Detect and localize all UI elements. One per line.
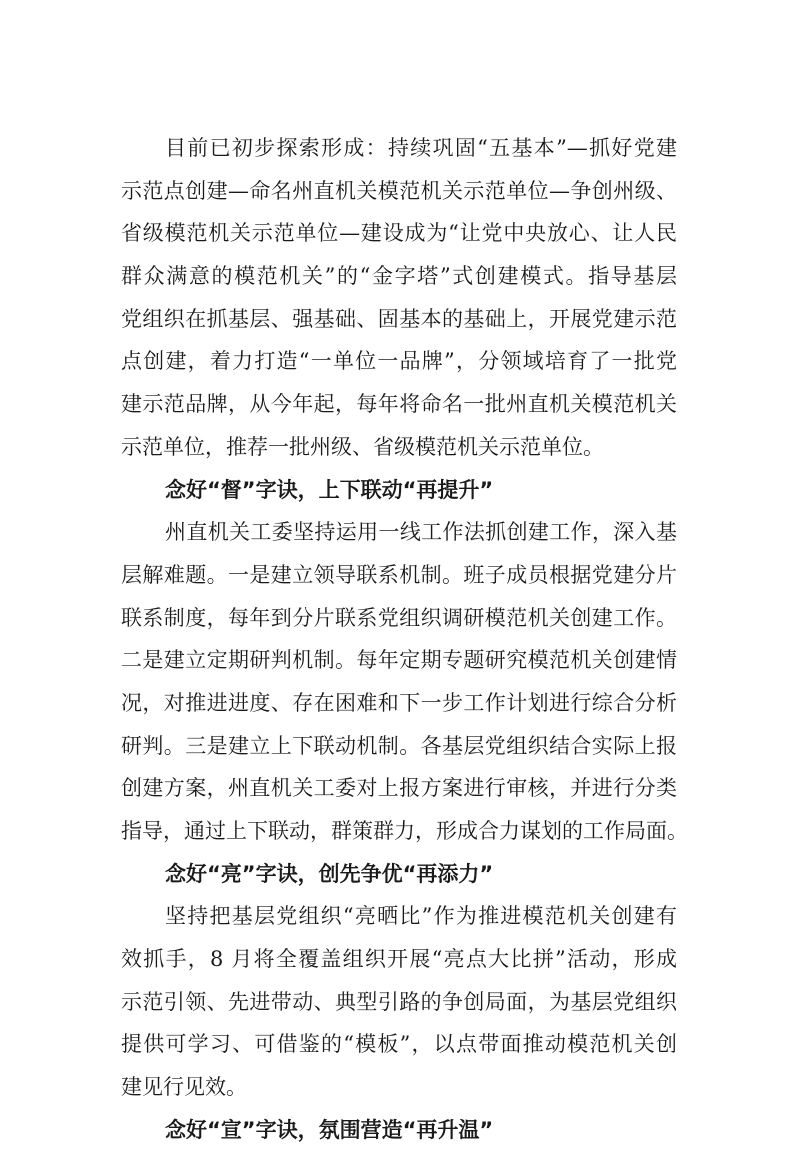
section-heading — [121, 853, 677, 896]
section-heading — [121, 1109, 677, 1152]
text-line: 研判。三是建立上下联动机制。各基层党组织结合实际上报 — [121, 733, 677, 758]
document-body — [121, 127, 688, 1152]
text-line: 点创建，着力打造“一单位一品牌”，分领域培育了一批党 — [121, 349, 677, 374]
text-line: 念好“亮”字诀，创先争优“再添力” — [165, 861, 494, 886]
text-line: 建示范品牌，从今年起，每年将命名一批州直机关模范机关 — [121, 392, 677, 417]
text-line: 提供可学习、可借鉴的“模板”，以点带面推动模范机关创 — [121, 1032, 677, 1057]
text-line: 示范点创建—命名州直机关模范机关示范单位—争创州级、 — [121, 178, 677, 203]
text-line: 创建方案，州直机关工委对上报方案进行审核，并进行分类 — [121, 776, 677, 801]
paragraph — [121, 127, 677, 469]
text-line: 党组织在抓基层、强基础、固基本的基础上，开展党建示范 — [121, 306, 677, 331]
paragraph — [121, 511, 688, 853]
text-line: 示范单位，推荐一批州级、省级模范机关示范单位。 — [121, 434, 604, 459]
text-line: 目前已初步探索形成：持续巩固“五基本”—抓好党建 — [165, 136, 677, 160]
text-line: 联系制度，每年到分片联系党组织调研模范机关创建工作。 — [121, 605, 677, 630]
text-line: 坚持把基层党组织“亮晒比”作为推进模范机关创建有 — [165, 904, 677, 929]
text-line: 省级模范机关示范单位—建设成为“让党中央放心、让人民 — [121, 221, 677, 246]
text-line: 示范引领、先进带动、典型引路的争创局面，为基层党组织 — [121, 989, 677, 1014]
text-line: 二是建立定期研判机制。每年定期专题研究模范机关创建情 — [121, 648, 677, 673]
text-line: 群众满意的模范机关”的“金字塔”式创建模式。指导基层 — [121, 264, 677, 289]
text-line: 指导，通过上下联动，群策群力，形成合力谋划的工作局面。 — [121, 819, 688, 843]
text-line: 效抓手，8 月将全覆盖组织开展“亮点大比拼”活动，形成 — [121, 947, 677, 972]
paragraph — [121, 895, 677, 1108]
text-line: 州直机关工委坚持运用一线工作法抓创建工作，深入基 — [165, 520, 677, 545]
text-line: 况，对推进进度、存在困难和下一步工作计划进行综合分析 — [121, 690, 677, 715]
text-line: 建见行见效。 — [121, 1075, 247, 1100]
section-heading — [121, 469, 677, 512]
text-line: 念好“督”字诀，上下联动“再提升” — [165, 477, 494, 502]
text-line: 层解难题。一是建立领导联系机制。班子成员根据党建分片 — [121, 562, 677, 587]
text-line: 念好“宣”字诀，氛围营造“再升温” — [165, 1117, 494, 1142]
